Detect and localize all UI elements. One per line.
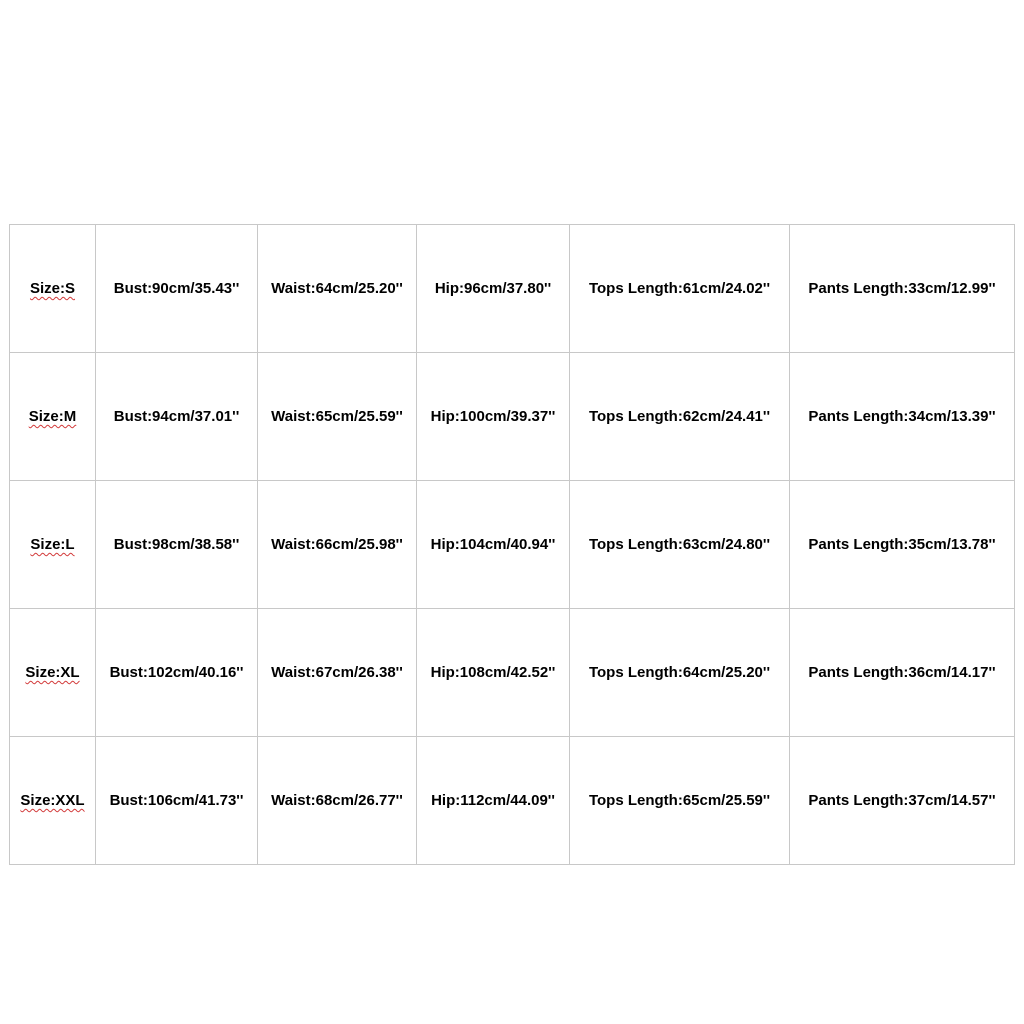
bust-cell: Bust:98cm/38.58'' bbox=[96, 481, 258, 609]
bust-cell: Bust:90cm/35.43'' bbox=[96, 225, 258, 353]
pants-length-cell: Pants Length:34cm/13.39'' bbox=[790, 353, 1015, 481]
table-row bbox=[10, 481, 1015, 609]
table-row bbox=[10, 737, 1015, 865]
hip-cell: Hip:100cm/39.37'' bbox=[417, 353, 570, 481]
hip-cell: Hip:104cm/40.94'' bbox=[417, 481, 570, 609]
tops-length-cell: Tops Length:63cm/24.80'' bbox=[570, 481, 790, 609]
size-cell bbox=[10, 353, 96, 481]
pants-length-cell: Pants Length:33cm/12.99'' bbox=[790, 225, 1015, 353]
size-chart-table bbox=[9, 224, 1015, 865]
tops-length-cell: Tops Length:65cm/25.59'' bbox=[570, 737, 790, 865]
waist-cell: Waist:66cm/25.98'' bbox=[258, 481, 417, 609]
bust-cell: Bust:106cm/41.73'' bbox=[96, 737, 258, 865]
size-label: Size:XXL bbox=[20, 792, 85, 809]
pants-length-cell: Pants Length:36cm/14.17'' bbox=[790, 609, 1015, 737]
table-row bbox=[10, 609, 1015, 737]
bust-cell: Bust:94cm/37.01'' bbox=[96, 353, 258, 481]
size-cell bbox=[10, 225, 96, 353]
size-label: Size:XL bbox=[25, 664, 80, 681]
size-cell bbox=[10, 737, 96, 865]
size-label: Size:L bbox=[30, 536, 75, 553]
tops-length-cell: Tops Length:61cm/24.02'' bbox=[570, 225, 790, 353]
waist-cell: Waist:65cm/25.59'' bbox=[258, 353, 417, 481]
tops-length-cell: Tops Length:64cm/25.20'' bbox=[570, 609, 790, 737]
waist-cell: Waist:67cm/26.38'' bbox=[258, 609, 417, 737]
pants-length-cell: Pants Length:37cm/14.57'' bbox=[790, 737, 1015, 865]
waist-cell: Waist:64cm/25.20'' bbox=[258, 225, 417, 353]
hip-cell: Hip:108cm/42.52'' bbox=[417, 609, 570, 737]
hip-cell: Hip:112cm/44.09'' bbox=[417, 737, 570, 865]
size-cell bbox=[10, 481, 96, 609]
size-label: Size:M bbox=[28, 408, 77, 425]
tops-length-cell: Tops Length:62cm/24.41'' bbox=[570, 353, 790, 481]
table-row bbox=[10, 225, 1015, 353]
size-cell bbox=[10, 609, 96, 737]
bust-cell: Bust:102cm/40.16'' bbox=[96, 609, 258, 737]
pants-length-cell: Pants Length:35cm/13.78'' bbox=[790, 481, 1015, 609]
waist-cell: Waist:68cm/26.77'' bbox=[258, 737, 417, 865]
hip-cell: Hip:96cm/37.80'' bbox=[417, 225, 570, 353]
table-row bbox=[10, 353, 1015, 481]
size-label: Size:S bbox=[29, 280, 75, 297]
